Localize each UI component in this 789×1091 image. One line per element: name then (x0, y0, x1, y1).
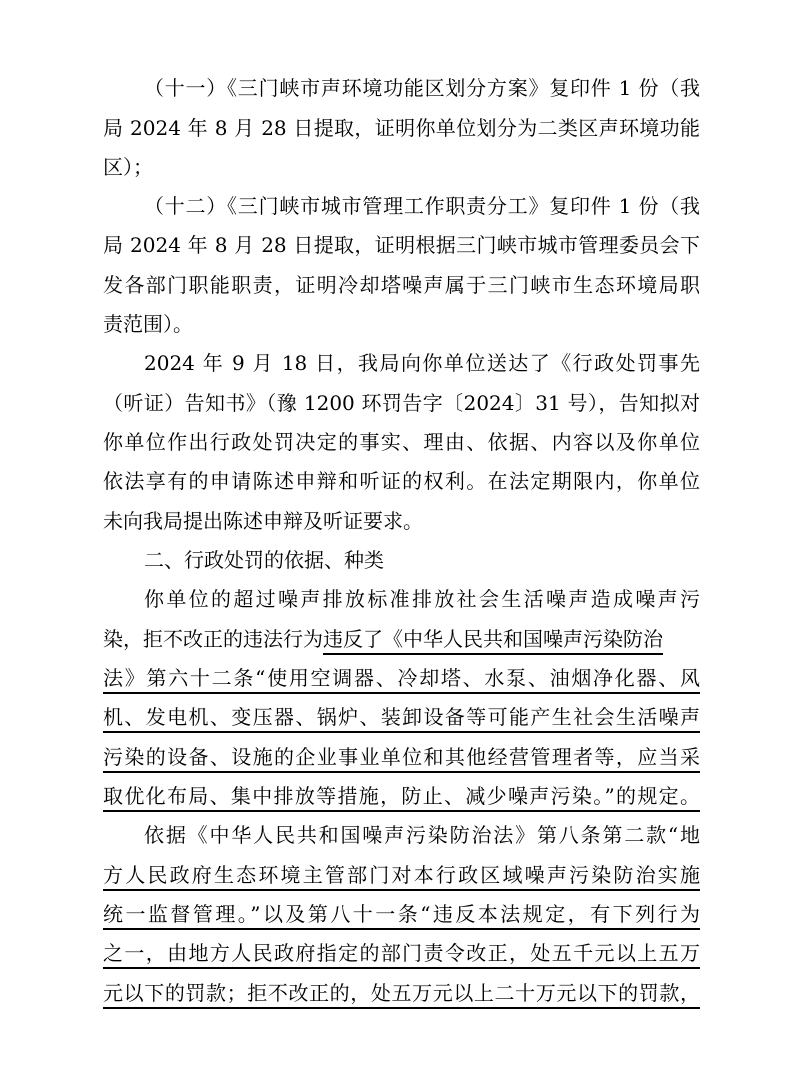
underlined-line (103, 934, 700, 972)
underlined-text: 机、发电机、变压器、锅炉、装卸设备等可能产生社会生活噪声 (103, 705, 700, 729)
line-text: 染，拒不改正的违法行为 (103, 627, 323, 651)
underlined-line (103, 974, 700, 1012)
line-text: 你单位作出行政处罚决定的事实、理由、依据、内容以及你单位 (103, 430, 700, 454)
underlined-text: 法》第六十二条“使用空调器、冷却塔、水泵、油烟净化器、风 (103, 666, 700, 690)
underlined-text: 元以下的罚款；拒不改正的，处五万元以上二十万元以下的罚款， (103, 981, 700, 1005)
paragraph-line (103, 148, 700, 186)
paragraph-line (103, 266, 700, 304)
line-text: （十一）《三门峡市声环境功能区划分方案》复印件 1 份（我 (144, 76, 700, 100)
line-text: 局 2024 年 8 月 28 日提取，证明根据三门峡市城市管理委员会下 (103, 233, 700, 257)
underlined-line (103, 659, 700, 697)
underlined-text: 违反了《中华人民共和国噪声污染防治 (323, 627, 663, 651)
underlined-text: 之一，由地方人民政府指定的部门责令改正，处五千元以上五万 (103, 941, 700, 965)
line-text: 责范围）。 (103, 312, 193, 336)
line-text: （十二）《三门峡市城市管理工作职责分工》复印件 1 份（我 (144, 194, 700, 218)
line-text: 依据《中华人民共和国噪声污染防治法》第八条第二款“地 (144, 823, 700, 847)
paragraph-line (103, 384, 700, 422)
underlined-text: 统一监督管理。”以及第八十一条“违反本法规定，有下列行为 (103, 902, 700, 926)
paragraph-line (103, 502, 700, 540)
underlined-line (103, 698, 700, 736)
paragraph-line (103, 462, 700, 500)
underlined-text: 方人民政府生态环境主管部门对本行政区域噪声污染防治实施 (103, 863, 700, 887)
paragraph-line (103, 423, 700, 461)
line-text: 发各部门职能职责，证明冷却塔噪声属于三门峡市生态环境局职 (103, 273, 700, 297)
paragraph-line (144, 187, 700, 225)
underlined-line (103, 738, 700, 776)
underlined-line (103, 856, 700, 894)
line-text: 未向我局提出陈述申辩及听证要求。 (103, 509, 423, 533)
underlined-line (103, 895, 700, 933)
line-text: 区）； (103, 155, 153, 179)
line-text: 局 2024 年 8 月 28 日提取，证明你单位划分为二类区声环境功能 (103, 116, 700, 140)
line-text: 2024 年 9 月 18 日，我局向你单位送达了《行政处罚事先 (144, 351, 700, 375)
underlined-line (103, 777, 700, 815)
paragraph-line (144, 816, 700, 854)
section-heading (144, 541, 700, 579)
line-text: 依法享有的申请陈述申辩和听证的权利。在法定期限内，你单位 (103, 469, 700, 493)
underlined-text: 污染的设备、设施的企业事业单位和其他经营管理者等，应当采 (103, 745, 700, 769)
heading-text: 二、行政处罚的依据、种类 (144, 548, 384, 572)
paragraph-line (103, 620, 700, 658)
paragraph-line (103, 109, 700, 147)
paragraph-line (103, 305, 700, 343)
paragraph-line (144, 69, 700, 107)
paragraph-line (144, 580, 700, 618)
line-text: （听证）告知书》（豫 1200 环罚告字〔2024〕31 号），告知拟对 (103, 391, 700, 415)
underlined-text: 取优化布局、集中排放等措施，防止、减少噪声污染。”的规定。 (103, 784, 700, 808)
paragraph-line (103, 226, 700, 264)
paragraph-line (144, 344, 700, 382)
line-text: 你单位的超过噪声排放标准排放社会生活噪声造成噪声污 (144, 587, 700, 611)
